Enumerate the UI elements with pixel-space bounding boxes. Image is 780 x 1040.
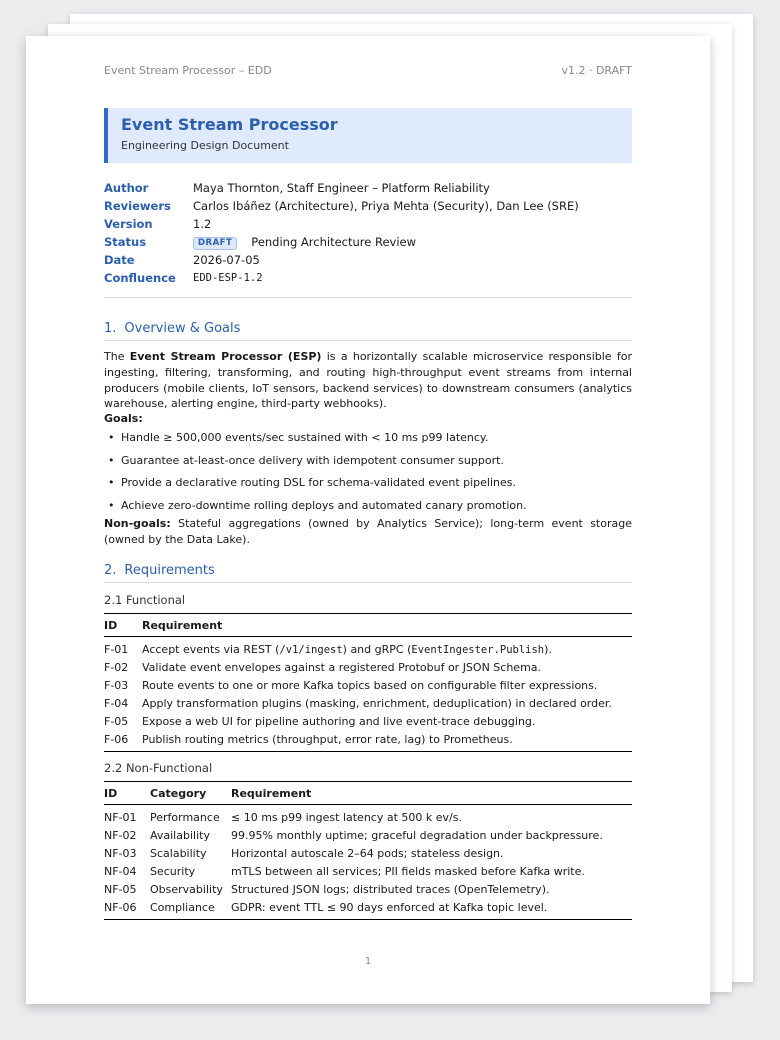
req-text: 99.95% monthly uptime; graceful degradation under backpressure. — [231, 828, 603, 842]
table-row — [104, 805, 632, 827]
confluence-link[interactable]: EDD-ESP-1.2 — [193, 272, 263, 284]
req-id: F-01 — [104, 642, 129, 656]
nonfunctional-requirements-table — [104, 781, 632, 920]
status-badge: DRAFT — [193, 237, 237, 250]
table-row — [104, 826, 632, 844]
req-text: Apply transformation plugins (masking, enrichment, deduplication) in declared order. — [142, 696, 612, 710]
table-header-row — [104, 782, 632, 805]
list-item: • Guarantee at-least-once delivery with idempotent consumer support. — [104, 450, 632, 473]
section-number: 1. — [104, 321, 117, 336]
req-category: Scalability — [150, 846, 207, 860]
meta-label: Reviewers — [104, 199, 171, 213]
meta-row-reviewers — [104, 197, 632, 215]
endpoint-code: /v1/ingest — [279, 643, 343, 656]
section-title: Requirements — [124, 563, 215, 578]
section-heading-requirements — [104, 563, 632, 578]
table-row — [104, 658, 632, 676]
meta-label: Confluence — [104, 271, 176, 285]
meta-value-version: 1.2 — [193, 217, 212, 231]
table-row — [104, 637, 632, 659]
meta-value-reviewers: Carlos Ibáñez (Architecture), Priya Mehta (Security), Dan Lee (SRE) — [193, 199, 579, 213]
goals-label: Goals: — [104, 412, 143, 425]
table-row — [104, 730, 632, 752]
meta-label: Version — [104, 217, 153, 231]
subsection-heading-nonfunctional: 2.2 Non-Functional — [104, 761, 213, 775]
header-version: v1.2 · DRAFT — [561, 64, 632, 77]
req-id: F-04 — [104, 696, 129, 710]
column-header: ID — [104, 614, 142, 637]
req-id: NF-04 — [104, 864, 137, 878]
req-text: Publish routing metrics (throughput, error rate, lag) to Prometheus. — [142, 730, 632, 752]
running-header — [104, 64, 632, 77]
req-id: NF-01 — [104, 810, 137, 824]
meta-label: Author — [104, 181, 149, 195]
document-page — [26, 36, 710, 1004]
subsection-heading-functional: 2.1 Functional — [104, 593, 186, 607]
column-header: Requirement — [142, 614, 632, 637]
divider — [104, 297, 632, 298]
req-text: Horizontal autoscale 2–64 pods; stateless design. — [231, 846, 504, 860]
meta-label: Status — [104, 235, 147, 249]
meta-row-author — [104, 179, 632, 197]
functional-requirements-table — [104, 613, 632, 752]
header-doc-name: Event Stream Processor – EDD — [104, 64, 272, 77]
meta-label: Date — [104, 253, 135, 267]
section-title: Overview & Goals — [124, 321, 241, 336]
meta-row-status — [104, 233, 632, 251]
req-category: Observability — [150, 882, 223, 896]
req-id: NF-02 — [104, 828, 137, 842]
nongoals-paragraph: Non-goals: Stateful aggregations (owned by Analytics Service); long-term event storage (owned by the Data Lake). — [104, 517, 632, 546]
document-subtitle: Engineering Design Document — [121, 139, 289, 152]
req-text: Accept events via REST (/v1/ingest) and gRPC (EventIngester.Publish). — [142, 642, 552, 656]
column-header: Requirement — [231, 782, 632, 805]
req-text: Structured JSON logs; distributed traces (OpenTelemetry). — [231, 882, 550, 896]
goals-list — [104, 427, 632, 517]
rpc-code: EventIngester.Publish — [411, 643, 545, 656]
req-id: F-03 — [104, 678, 129, 692]
req-id: F-06 — [104, 730, 142, 752]
req-category: Security — [150, 864, 196, 878]
table-row — [104, 844, 632, 862]
req-category: Performance — [150, 810, 220, 824]
table-header-row — [104, 614, 632, 637]
req-id: F-02 — [104, 660, 129, 674]
product-name: Event Stream Processor (ESP) — [129, 350, 322, 363]
table-row — [104, 694, 632, 712]
req-text: ≤ 10 ms p99 ingest latency at 500 k ev/s. — [231, 810, 462, 824]
column-header: Category — [150, 782, 231, 805]
table-row — [104, 862, 632, 880]
section-number: 2. — [104, 563, 117, 578]
req-id: NF-05 — [104, 882, 137, 896]
table-row — [104, 880, 632, 898]
overview-paragraph: The Event Stream Processor (ESP) is a horizontally scalable microservice responsible for ingesting, filtering, transforming, and routing high-throughput event streams from internal producers (mobile clients, IoT sensors, backend services) to downstream consumers (analytics warehouse, alerting engine, third-party webhooks). — [104, 350, 632, 411]
section-underline — [104, 582, 632, 583]
table-row — [104, 898, 632, 920]
req-id: F-05 — [104, 714, 129, 728]
req-text: GDPR: event TTL ≤ 90 days enforced at Kafka topic level. — [231, 898, 632, 920]
list-item: • Provide a declarative routing DSL for schema-validated event pipelines. — [104, 472, 632, 495]
document-title: Event Stream Processor — [121, 115, 338, 134]
table-row — [104, 676, 632, 694]
meta-row-confluence — [104, 269, 632, 287]
meta-row-date — [104, 251, 632, 269]
section-underline — [104, 340, 632, 341]
meta-value-date: 2026-07-05 — [193, 253, 260, 267]
page-number: 1 — [364, 956, 372, 967]
req-category: Compliance — [150, 898, 231, 920]
req-text: mTLS between all services; PII fields masked before Kafka write. — [231, 864, 585, 878]
req-text: Validate event envelopes against a registered Protobuf or JSON Schema. — [142, 660, 542, 674]
section-heading-overview — [104, 321, 632, 336]
req-id: NF-06 — [104, 898, 150, 920]
meta-value-status: Pending Architecture Review — [251, 235, 417, 249]
req-category: Availability — [150, 828, 210, 842]
list-item: • Achieve zero-downtime rolling deploys and automated canary promotion. — [104, 495, 632, 518]
metadata-table — [104, 179, 632, 287]
meta-row-version — [104, 215, 632, 233]
column-header: ID — [104, 782, 150, 805]
meta-value-author: Maya Thornton, Staff Engineer – Platform Reliability — [193, 181, 490, 195]
title-block — [104, 108, 632, 163]
req-text: Expose a web UI for pipeline authoring and live event-trace debugging. — [142, 714, 536, 728]
table-row — [104, 712, 632, 730]
req-text: Route events to one or more Kafka topics based on configurable filter expressions. — [142, 678, 598, 692]
list-item: • Handle ≥ 500,000 events/sec sustained with < 10 ms p99 latency. — [104, 427, 632, 450]
req-id: NF-03 — [104, 846, 137, 860]
